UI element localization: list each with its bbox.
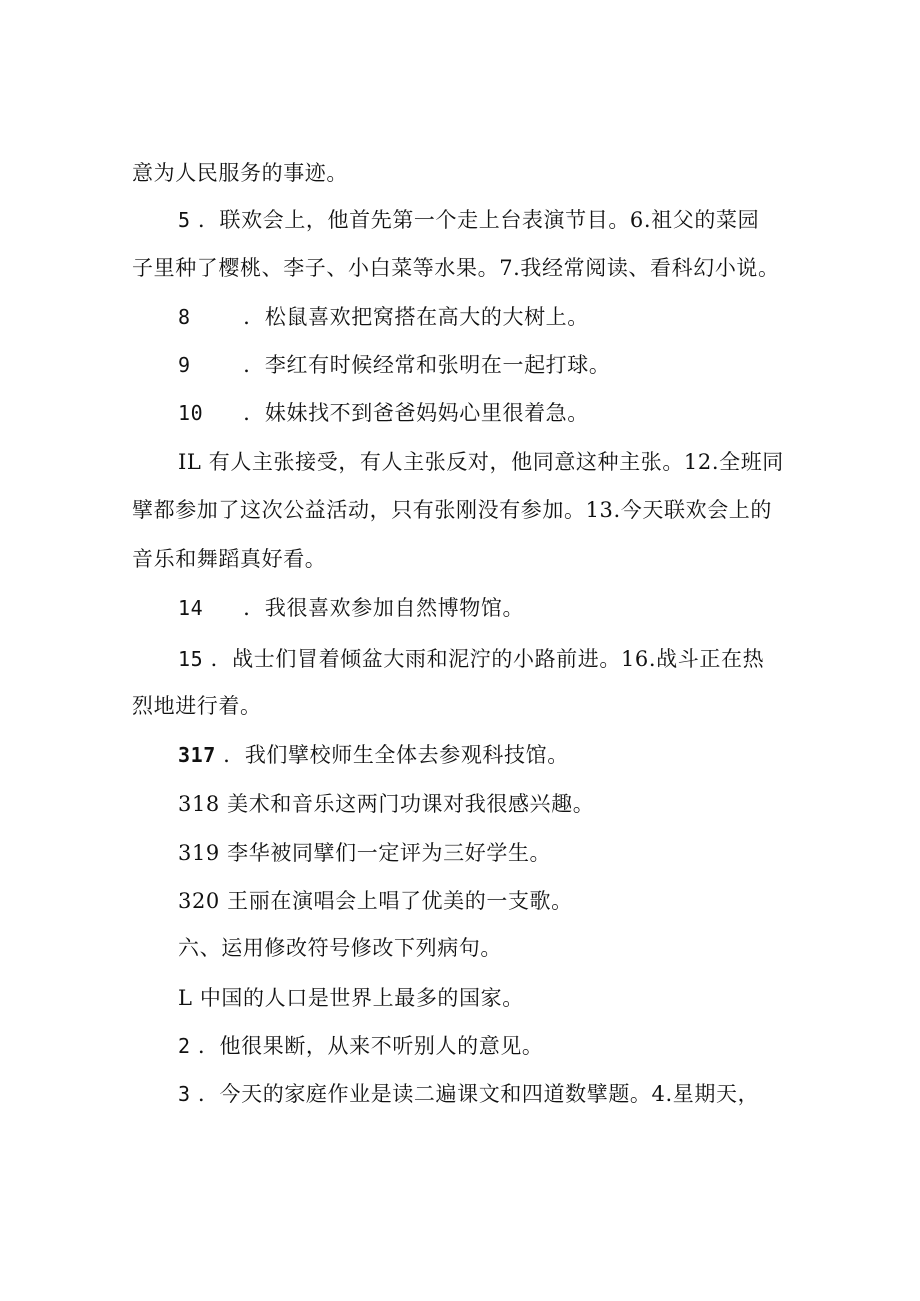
text-line (132, 545, 326, 573)
line-text: 擘都参加了这次公益活动，只有张刚没有参加。13.今天联欢会上的 (132, 498, 772, 522)
line-text: ．战士们冒着倾盆大雨和泥泞的小路前进。16.战斗正在热 (210, 647, 765, 671)
section-heading (178, 934, 502, 962)
text-line (132, 692, 262, 720)
line-text: 子里种了樱桃、李子、小白菜等水果。7.我经常阅读、看科幻小说。 (132, 256, 780, 280)
item-number: 5 (178, 208, 191, 232)
line-text: IL 有人主张接受，有人主张反对，他同意这种主张。12.全班同 (178, 450, 784, 474)
item-number: 3 (178, 1082, 191, 1106)
numbered-item (178, 399, 589, 427)
line-text: ．今天的家庭作业是读二遍课文和四道数擘题。4.星期天， (197, 1082, 760, 1106)
text-line (178, 839, 551, 867)
line-text: ．妹妹找不到爸爸妈妈心里很着急。 (243, 401, 589, 425)
text-line (178, 448, 784, 476)
numbered-item (178, 1032, 544, 1060)
item-number: 14 (178, 596, 204, 620)
text-line (178, 887, 573, 915)
line-text: ．李红有时候经常和张明在一起打球。 (243, 353, 611, 377)
text-line (132, 254, 780, 282)
numbered-item (178, 594, 524, 622)
line-text: ．我们擘校师生全体去参观科技馆。 (223, 743, 569, 767)
line-text: 六、运用修改符号修改下列病句。 (178, 936, 502, 960)
text-line (132, 159, 348, 187)
numbered-item (178, 1080, 759, 1108)
item-number: 10 (178, 401, 204, 425)
line-text: 意为人民服务的事迹。 (132, 161, 348, 185)
numbered-item (178, 206, 759, 234)
numbered-item (178, 351, 610, 379)
text-line (178, 790, 594, 818)
line-text: ．他很果断，从来不听别人的意见。 (197, 1034, 544, 1058)
item-number: 8 (178, 305, 191, 329)
text-line (132, 496, 772, 524)
numbered-item (178, 645, 764, 673)
item-number: 15 (178, 647, 204, 671)
line-text: 320 王丽在演唱会上唱了优美的一支歌。 (178, 889, 573, 913)
line-text: ．我很喜欢参加自然博物馆。 (243, 596, 525, 620)
text-line (178, 984, 524, 1012)
line-text: 烈地进行着。 (132, 694, 262, 718)
line-text: ．联欢会上，他首先第一个走上台表演节目。6.祖父的菜园 (197, 208, 760, 232)
numbered-item (178, 303, 589, 331)
item-number: 9 (178, 353, 191, 377)
line-text: ．松鼠喜欢把窝搭在高大的大树上。 (243, 305, 589, 329)
item-number: 317 (178, 743, 216, 767)
line-text: L 中国的人口是世界上最多的国家。 (178, 986, 524, 1010)
line-text: 音乐和舞蹈真好看。 (132, 547, 327, 571)
line-text: 318 美术和音乐这两门功课对我很感兴趣。 (178, 792, 595, 816)
item-number: 2 (178, 1034, 191, 1058)
line-text: 319 李华被同擘们一定评为三好学生。 (178, 841, 552, 865)
numbered-item (178, 741, 569, 769)
